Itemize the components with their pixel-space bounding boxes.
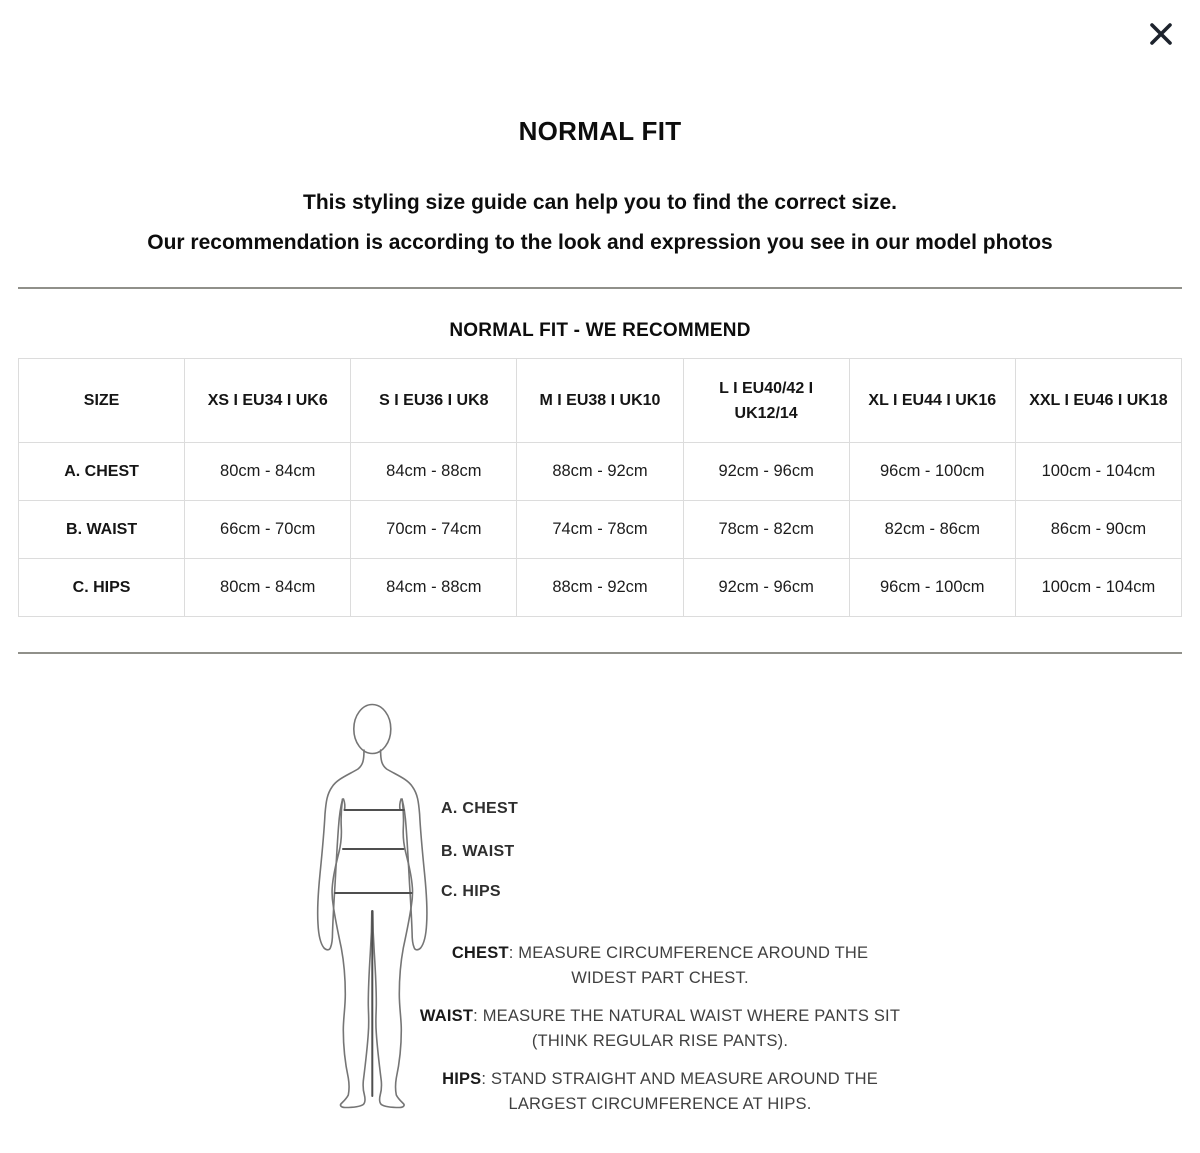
figure-label-hips: C. HIPS [441,883,501,900]
hips-xl: 96cm - 100cm [849,559,1015,617]
instruction-chest [415,941,905,991]
hips-s: 84cm - 88cm [351,559,517,617]
instruction-hips-label: HIPS [442,1070,482,1088]
waist-xxl: 86cm - 90cm [1015,501,1181,559]
hips-xxl: 100cm - 104cm [1015,559,1181,617]
instruction-chest-text: : MEASURE CIRCUMFERENCE AROUND THE [508,944,869,962]
col-header-l: L I EU40/42 I UK12/14 [683,359,849,443]
measurement-instructions [415,941,905,1130]
chest-xl: 96cm - 100cm [849,443,1015,501]
waist-xl: 82cm - 86cm [849,501,1015,559]
hips-m: 88cm - 92cm [517,559,683,617]
chest-xs: 80cm - 84cm [185,443,351,501]
divider-bottom [18,652,1182,654]
table-row-chest [19,443,1182,501]
row-label-hips: C. HIPS [19,559,185,617]
figure-label-chest: A. CHEST [441,800,519,817]
col-header-s: S I EU36 I UK8 [351,359,517,443]
size-table [18,358,1182,617]
row-label-waist: B. WAIST [19,501,185,559]
chest-l: 92cm - 96cm [683,443,849,501]
recommend-heading: NORMAL FIT - WE RECOMMEND [449,320,751,341]
table-row-waist [19,501,1182,559]
instruction-waist-label: WAIST [419,1007,474,1025]
instruction-hips-text-2: LARGEST CIRCUMFERENCE AT HIPS. [508,1095,812,1113]
subtitle-line-2: Our recommendation is according to the look and expression you see in our model photos [147,231,1053,254]
hips-l: 92cm - 96cm [683,559,849,617]
instruction-chest-label: CHEST [451,944,509,962]
waist-l: 78cm - 82cm [683,501,849,559]
page-title: NORMAL FIT [518,116,682,146]
col-header-xs: XS I EU34 I UK6 [185,359,351,443]
size-table-header-row [19,359,1182,443]
hips-xs: 80cm - 84cm [185,559,351,617]
waist-m: 74cm - 78cm [517,501,683,559]
col-header-size: SIZE [19,359,185,443]
instruction-hips-text: : STAND STRAIGHT AND MEASURE AROUND THE [481,1070,878,1088]
chest-s: 84cm - 88cm [351,443,517,501]
close-button[interactable] [1140,13,1182,55]
subtitle-line-1: This styling size guide can help you to find the correct size. [303,191,897,214]
instruction-waist [415,1004,905,1054]
table-row-hips [19,559,1182,617]
chest-m: 88cm - 92cm [517,443,683,501]
figure-label-waist: B. WAIST [441,843,515,860]
instruction-waist-text-2: (THINK REGULAR RISE PANTS). [531,1032,789,1050]
waist-s: 70cm - 74cm [351,501,517,559]
col-header-xxl: XXL I EU46 I UK18 [1015,359,1181,443]
waist-xs: 66cm - 70cm [185,501,351,559]
subtitle [0,183,1200,263]
instruction-hips [415,1067,905,1117]
instruction-waist-text: : MEASURE THE NATURAL WAIST WHERE PANTS SIT [473,1007,901,1025]
col-header-xl: XL I EU44 I UK16 [849,359,1015,443]
row-label-chest: A. CHEST [19,443,185,501]
instruction-chest-text-2: WIDEST PART CHEST. [571,969,749,987]
col-header-m: M I EU38 I UK10 [517,359,683,443]
chest-xxl: 100cm - 104cm [1015,443,1181,501]
close-icon [1144,17,1178,51]
divider-top [18,287,1182,289]
